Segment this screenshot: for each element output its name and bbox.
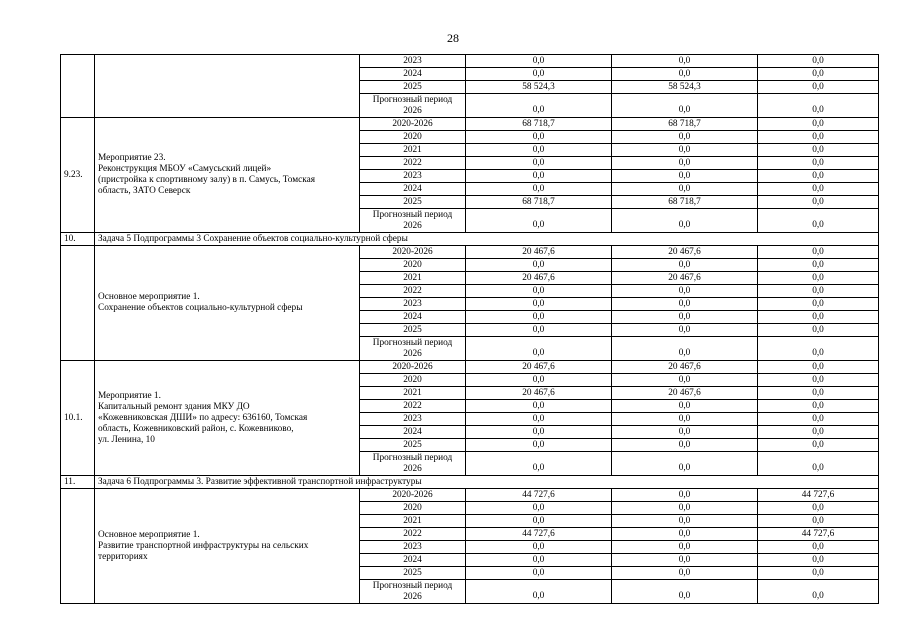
other-value-cell: 0,0 [758, 209, 879, 233]
item-description [95, 55, 360, 118]
other-value-cell: 0,0 [758, 580, 879, 604]
other-value-cell: 0,0 [758, 144, 879, 157]
total-value-cell: 0,0 [466, 426, 612, 439]
federal-value-cell: 0,0 [612, 324, 758, 337]
federal-value-cell: 20 467,6 [612, 387, 758, 400]
other-value-cell: 0,0 [758, 272, 879, 285]
other-value-cell: 0,0 [758, 439, 879, 452]
federal-value-cell: 20 467,6 [612, 272, 758, 285]
period-cell: 2020-2026 [360, 489, 466, 502]
federal-value-cell: 0,0 [612, 413, 758, 426]
federal-value-cell: 68 718,7 [612, 196, 758, 209]
total-value-cell: 0,0 [466, 311, 612, 324]
federal-value-cell: 0,0 [612, 183, 758, 196]
period-cell: 2023 [360, 170, 466, 183]
federal-value-cell: 0,0 [612, 452, 758, 476]
total-value-cell: 44 727,6 [466, 489, 612, 502]
other-value-cell: 0,0 [758, 554, 879, 567]
total-value-cell: 0,0 [466, 183, 612, 196]
period-cell: 2022 [360, 528, 466, 541]
period-cell: 2023 [360, 55, 466, 68]
period-cell: 2022 [360, 285, 466, 298]
total-value-cell: 0,0 [466, 144, 612, 157]
total-value-cell: 0,0 [466, 209, 612, 233]
item-number [61, 55, 95, 118]
other-value-cell: 0,0 [758, 298, 879, 311]
period-cell: 2020 [360, 374, 466, 387]
other-value-cell: 0,0 [758, 157, 879, 170]
period-cell: 2020-2026 [360, 246, 466, 259]
federal-value-cell: 0,0 [612, 426, 758, 439]
period-cell: 2022 [360, 400, 466, 413]
table-row [61, 246, 879, 259]
total-value-cell: 0,0 [466, 502, 612, 515]
period-cell: 2020-2026 [360, 361, 466, 374]
section-row [61, 233, 879, 246]
period-cell: 2024 [360, 554, 466, 567]
federal-value-cell: 0,0 [612, 374, 758, 387]
federal-value-cell: 0,0 [612, 515, 758, 528]
other-value-cell: 0,0 [758, 183, 879, 196]
other-value-cell: 0,0 [758, 387, 879, 400]
total-value-cell: 20 467,6 [466, 361, 612, 374]
federal-value-cell: 68 718,7 [612, 118, 758, 131]
budget-table [60, 54, 879, 604]
total-value-cell: 58 524,3 [466, 81, 612, 94]
total-value-cell: 0,0 [466, 567, 612, 580]
period-cell: 2020 [360, 131, 466, 144]
total-value-cell: 20 467,6 [466, 387, 612, 400]
other-value-cell: 0,0 [758, 515, 879, 528]
period-cell: 2025 [360, 324, 466, 337]
federal-value-cell: 0,0 [612, 502, 758, 515]
total-value-cell: 0,0 [466, 324, 612, 337]
other-value-cell: 0,0 [758, 324, 879, 337]
other-value-cell: 0,0 [758, 196, 879, 209]
page-number: 28 [447, 31, 459, 45]
federal-value-cell: 0,0 [612, 131, 758, 144]
total-value-cell: 0,0 [466, 157, 612, 170]
section-number: 10. [61, 233, 95, 246]
period-cell: 2021 [360, 144, 466, 157]
period-cell: 2023 [360, 298, 466, 311]
federal-value-cell: 0,0 [612, 439, 758, 452]
total-value-cell: 0,0 [466, 452, 612, 476]
total-value-cell: 0,0 [466, 554, 612, 567]
other-value-cell: 0,0 [758, 361, 879, 374]
total-value-cell: 0,0 [466, 580, 612, 604]
federal-value-cell: 58 524,3 [612, 81, 758, 94]
table-row [61, 361, 879, 374]
other-value-cell: 0,0 [758, 337, 879, 361]
other-value-cell: 44 727,6 [758, 528, 879, 541]
total-value-cell: 68 718,7 [466, 196, 612, 209]
other-value-cell: 0,0 [758, 400, 879, 413]
other-value-cell: 0,0 [758, 259, 879, 272]
federal-value-cell: 0,0 [612, 55, 758, 68]
other-value-cell: 0,0 [758, 567, 879, 580]
total-value-cell: 0,0 [466, 337, 612, 361]
other-value-cell: 0,0 [758, 68, 879, 81]
total-value-cell: 0,0 [466, 68, 612, 81]
total-value-cell: 0,0 [466, 298, 612, 311]
item-description: Мероприятие 1. Капитальный ремонт здания МКУ ДО «Кожевниковская ДШИ» по адресу: 636160, Томская область, Кожевниковский район, с. Кожевниково, ул. Ленина, 10 [95, 361, 360, 476]
other-value-cell: 0,0 [758, 285, 879, 298]
federal-value-cell: 0,0 [612, 528, 758, 541]
period-cell: 2021 [360, 387, 466, 400]
period-cell: 2025 [360, 567, 466, 580]
table-body [61, 55, 879, 604]
period-cell: 2021 [360, 515, 466, 528]
total-value-cell: 0,0 [466, 259, 612, 272]
section-title: Задача 6 Подпрограммы 3. Развитие эффективной транспортной инфраструктуры [95, 476, 879, 489]
item-number: 9.23. [61, 118, 95, 233]
other-value-cell: 0,0 [758, 246, 879, 259]
federal-value-cell: 0,0 [612, 400, 758, 413]
period-cell: 2023 [360, 541, 466, 554]
item-description: Мероприятие 23. Реконструкция МБОУ «Самусьский лицей» (пристройка к спортивному залу) в п. Самусь, Томская область, ЗАТО Северск [95, 118, 360, 233]
period-cell: 2022 [360, 157, 466, 170]
item-number: 10.1. [61, 361, 95, 476]
period-cell: Прогнозный период 2026 [360, 209, 466, 233]
other-value-cell: 0,0 [758, 426, 879, 439]
total-value-cell: 0,0 [466, 285, 612, 298]
item-number [61, 246, 95, 361]
item-description: Основное мероприятие 1. Развитие транспортной инфраструктуры на сельских территориях [95, 489, 360, 604]
other-value-cell: 44 727,6 [758, 489, 879, 502]
federal-value-cell: 0,0 [612, 567, 758, 580]
federal-value-cell: 0,0 [612, 580, 758, 604]
federal-value-cell: 0,0 [612, 554, 758, 567]
federal-value-cell: 0,0 [612, 541, 758, 554]
total-value-cell: 0,0 [466, 131, 612, 144]
federal-value-cell: 0,0 [612, 209, 758, 233]
federal-value-cell: 0,0 [612, 157, 758, 170]
section-row [61, 476, 879, 489]
item-number [61, 489, 95, 604]
total-value-cell: 20 467,6 [466, 246, 612, 259]
other-value-cell: 0,0 [758, 81, 879, 94]
federal-value-cell: 0,0 [612, 68, 758, 81]
other-value-cell: 0,0 [758, 502, 879, 515]
federal-value-cell: 0,0 [612, 259, 758, 272]
period-cell: 2025 [360, 439, 466, 452]
total-value-cell: 0,0 [466, 541, 612, 554]
total-value-cell: 0,0 [466, 515, 612, 528]
table-row [61, 55, 879, 68]
federal-value-cell: 0,0 [612, 94, 758, 118]
other-value-cell: 0,0 [758, 541, 879, 554]
other-value-cell: 0,0 [758, 311, 879, 324]
federal-value-cell: 0,0 [612, 337, 758, 361]
total-value-cell: 0,0 [466, 374, 612, 387]
total-value-cell: 0,0 [466, 94, 612, 118]
other-value-cell: 0,0 [758, 452, 879, 476]
total-value-cell: 0,0 [466, 55, 612, 68]
total-value-cell: 0,0 [466, 170, 612, 183]
total-value-cell: 44 727,6 [466, 528, 612, 541]
federal-value-cell: 0,0 [612, 144, 758, 157]
federal-value-cell: 0,0 [612, 298, 758, 311]
item-description: Основное мероприятие 1. Сохранение объектов социально-культурной сферы [95, 246, 360, 361]
period-cell: 2020-2026 [360, 118, 466, 131]
period-cell: 2024 [360, 311, 466, 324]
period-cell: 2023 [360, 413, 466, 426]
total-value-cell: 0,0 [466, 400, 612, 413]
period-cell: 2024 [360, 426, 466, 439]
federal-value-cell: 0,0 [612, 170, 758, 183]
other-value-cell: 0,0 [758, 94, 879, 118]
section-title: Задача 5 Подпрограммы 3 Сохранение объектов социально-культурной сферы [95, 233, 879, 246]
period-cell: Прогнозный период 2026 [360, 94, 466, 118]
other-value-cell: 0,0 [758, 55, 879, 68]
period-cell: Прогнозный период 2026 [360, 452, 466, 476]
federal-value-cell: 0,0 [612, 489, 758, 502]
other-value-cell: 0,0 [758, 131, 879, 144]
period-cell: 2020 [360, 259, 466, 272]
other-value-cell: 0,0 [758, 170, 879, 183]
total-value-cell: 0,0 [466, 439, 612, 452]
table-row [61, 118, 879, 131]
period-cell: Прогнозный период 2026 [360, 337, 466, 361]
other-value-cell: 0,0 [758, 413, 879, 426]
other-value-cell: 0,0 [758, 118, 879, 131]
federal-value-cell: 20 467,6 [612, 361, 758, 374]
period-cell: 2021 [360, 272, 466, 285]
period-cell: 2020 [360, 502, 466, 515]
federal-value-cell: 0,0 [612, 285, 758, 298]
section-number: 11. [61, 476, 95, 489]
federal-value-cell: 20 467,6 [612, 246, 758, 259]
federal-value-cell: 0,0 [612, 311, 758, 324]
period-cell: 2024 [360, 183, 466, 196]
total-value-cell: 20 467,6 [466, 272, 612, 285]
period-cell: 2025 [360, 81, 466, 94]
period-cell: 2025 [360, 196, 466, 209]
other-value-cell: 0,0 [758, 374, 879, 387]
total-value-cell: 0,0 [466, 413, 612, 426]
period-cell: 2024 [360, 68, 466, 81]
total-value-cell: 68 718,7 [466, 118, 612, 131]
period-cell: Прогнозный период 2026 [360, 580, 466, 604]
table-row [61, 489, 879, 502]
